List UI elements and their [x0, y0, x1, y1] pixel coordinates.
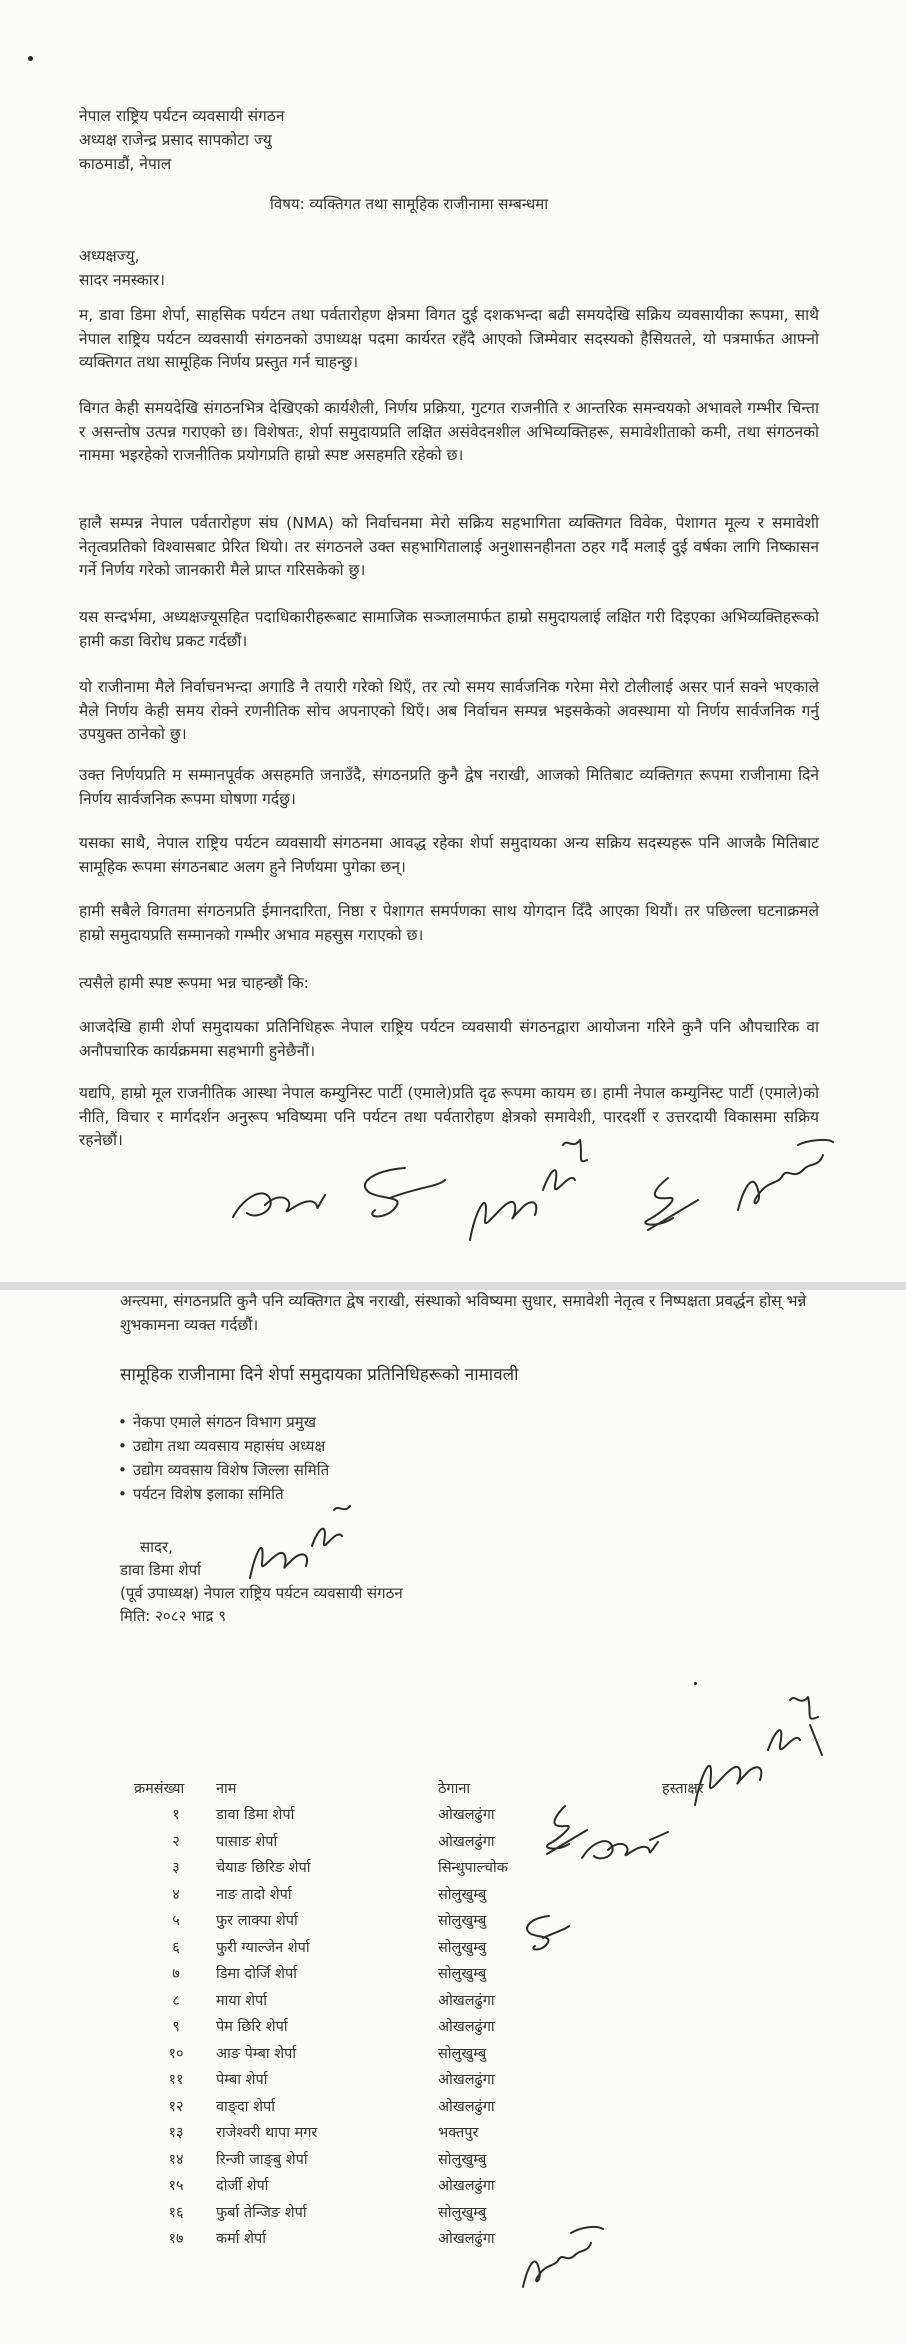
table-row: [126, 1831, 766, 1858]
recipient-person: अध्यक्ष राजेन्द्र प्रसाद सापकोटा ज्यु: [79, 131, 272, 149]
header-signature: हस्ताक्षर: [662, 1781, 704, 1797]
row-address: ओखलढुंगा: [438, 2231, 495, 2247]
recipient-organization: नेपाल राष्ट्रिय पर्यटन व्यवसायी संगठन: [79, 107, 285, 125]
signature-4: [628, 1170, 708, 1240]
row-address: ओखलढुंगा: [438, 2178, 495, 2194]
row-serial: ८: [172, 1992, 180, 2009]
paragraph-timing: यो राजीनामा मैले निर्वाचनभन्दा अगाडि नै तयारी गरेको थिएँ, तर त्यो समय सार्वजनिक गरेमा मेरो टोलीलाई असर पार्न सक्ने भएकाले मैले निर्णय केही समय रोक्ने रणनीतिक सोच अपनाएको थिएँ। अब निर्वाचन सम्पन्न भइसकेको अवस्थामा यो निर्णय सार्वजनिक गर्नु उपयुक्त ठानेको छु।: [79, 678, 819, 743]
row-name: फुरी ग्याल्जेन शेर्पा: [216, 1939, 310, 1956]
positions-list: [118, 1410, 329, 1506]
row-address: सोलुखुम्बु: [438, 2151, 487, 2168]
closing-signature: [240, 1498, 360, 1588]
row-serial: ५: [172, 1913, 180, 1929]
row-name: राजेश्वरी थापा मगर: [216, 2125, 318, 2141]
row-serial: १७: [168, 2231, 184, 2247]
scan-mark: [28, 56, 33, 61]
row-address: ओखलढुंगा: [438, 2072, 495, 2088]
table-row: [126, 1990, 766, 2017]
table-row: [126, 2096, 766, 2123]
paragraph-boycott: आजदेखि हामी शेर्पा समुदायका प्रतिनिधिहरू नेपाल राष्ट्रिय पर्यटन व्यवसायी संगठनद्वारा आयोजना गरिने कुनै पनि औपचारिक वा अनौपचारिक कार्यक्रममा सहभागी हुनेछैनौं।: [79, 1018, 819, 1060]
salutation: अध्यक्षज्यु,: [79, 247, 140, 265]
row-address: सोलुखुम्बु: [438, 1886, 487, 1903]
paragraph-statement: त्यसैले हामी स्पष्ट रूपमा भन्न चाहन्छौं कि:: [79, 974, 309, 992]
row-address: सोलुखुम्बु: [438, 1939, 487, 1956]
row-address: ओखलढुंगा: [438, 2098, 495, 2115]
table-row: [126, 2175, 766, 2202]
row-address: ओखलढुंगा: [438, 1833, 495, 1850]
row-name: माया शेर्पा: [216, 1992, 268, 2009]
header-serial: क्रमसंख्या: [134, 1781, 185, 1797]
list-item: • उद्योग व्यवसाय विशेष जिल्ला समिति: [118, 1458, 329, 1482]
signature-3: [455, 1130, 595, 1255]
paragraph-contribution: हामी सबैले विगतमा संगठनप्रति ईमानदारिता, निष्ठा र पेशागत समर्पणका साथ योगदान दिँदै आएका थियौं। तर पछिल्ला घटनाक्रमले हाम्रो समुदायप्रति सम्मानको गम्भीर अभाव महसुस गराएको छ।: [79, 902, 819, 944]
paragraph-concerns: विगत केही समयदेखि संगठनभित्र देखिएको कार्यशैली, निर्णय प्रक्रिया, गुटगत राजनीति र आन्तरिक समन्वयको अभावले गम्भीर चिन्ता र असन्तोष उत्पन्न गराएको छ। विशेषतः, शेर्पा समुदायप्रति लक्षित असंवेदनशील अभिव्यक्तिहरू, समावेशीताको कमी, तथा संगठनको नाममा भइरहेको राजनीतिक प्रयोगप्रति हाम्रो स्पष्ट असहमति रहेको छ।: [79, 399, 819, 464]
row-name: दोर्जी शेर्पा: [216, 2178, 269, 2194]
row-serial: १५: [168, 2178, 184, 2194]
table-row: [126, 2043, 766, 2070]
final-paragraph: अन्त्यमा, संगठनप्रति कुनै पनि व्यक्तिगत द्वेष नराखी, संस्थाको भविष्यमा सुधार, समावेशी नेतृत्व र निष्पक्षता प्रवर्द्धन होस् भन्ने शुभकामना व्यक्त गर्दछौं।: [120, 1292, 807, 1334]
closing-designation: (पूर्व उपाध्यक्ष) नेपाल राष्ट्रिय पर्यटन व्यवसायी संगठन: [120, 1584, 403, 1602]
page-separator: [0, 1282, 906, 1290]
row-serial: २: [172, 1833, 180, 1850]
row-serial: १०: [168, 2045, 184, 2062]
signatories-heading: सामूहिक राजीनामा दिने शेर्पा समुदायका प्रतिनिधिहरूको नामावली: [120, 1365, 519, 1385]
paragraph-intro: म, डावा डिमा शेर्पा, साहसिक पर्यटन तथा पर्वतारोहण क्षेत्रमा विगत दुई दशकभन्दा बढी समयदेखि सक्रिय व्यवसायीका रूपमा, साथै नेपाल राष्ट्रिय पर्यटन व्यवसायी संगठनको उपाध्यक्ष पदमा कार्यरत रहँदै आएको जिम्मेवार सदस्यको हैसियतले, यो पत्रमार्फत आफ्नो व्यक्तिगत तथा सामूहिक निर्णय प्रस्तुत गर्न चाहन्छु।: [79, 306, 819, 371]
row-name: फुर लाक्पा शेर्पा: [216, 1913, 298, 1929]
row-address: भक्तपुर: [438, 2125, 479, 2141]
paragraph-protest: यस सन्दर्भमा, अध्यक्षज्यूसहित पदाधिकारीहरूबाट सामाजिक सञ्जालमार्फत हाम्रो समुदायलाई लक्षित गरी दिइएका अभिव्यक्तिहरूको हामी कडा विरोध प्रकट गर्दछौं।: [79, 608, 819, 650]
row-address: ओखलढुंगा: [438, 1992, 495, 2009]
paragraph-political: यद्यपि, हाम्रो मूल राजनीतिक आस्था नेपाल कम्युनिस्ट पार्टी (एमाले)प्रति दृढ रूपमा कायम छ। हामी नेपाल कम्युनिस्ट पार्टी (एमाले)को नीति, विचार र मार्गदर्शन अनुरूप भविष्यमा पनि पर्यटन तथा पर्वतारोहण क्षेत्रको समावेशी, पारदर्शी र उत्तरदायी विकासमा सक्रिय रहनेछौं।: [79, 1084, 819, 1149]
header-address: ठेगाना: [438, 1781, 471, 1797]
table-row: [126, 2149, 766, 2176]
row-name: चेयाङ छिरिङ शेर्पा: [216, 1860, 311, 1876]
table-row: [126, 2228, 766, 2255]
row-serial: १: [172, 1807, 180, 1823]
row-serial: ६: [172, 1939, 180, 1956]
signature-2: [345, 1158, 455, 1238]
recipient-city: काठमाडौं, नेपाल: [79, 155, 172, 173]
row-name: डावा डिमा शेर्पा: [216, 1807, 295, 1823]
row-name: आङ पेम्बा शेर्पा: [216, 2045, 297, 2062]
row-serial: १४: [168, 2151, 184, 2168]
table-row: [126, 1910, 766, 1937]
row-name: फुर्बा तेन्जिङ शेर्पा: [216, 2204, 307, 2221]
list-item: • नेकपा एमाले संगठन विभाग प्रमुख: [118, 1410, 329, 1434]
row-address: ओखलढुंगा: [438, 1807, 495, 1823]
row-address: ओखलढुंगा: [438, 2019, 495, 2035]
row-serial: १२: [168, 2098, 184, 2115]
row-name: नाङ तादो शेर्पा: [216, 1886, 292, 1903]
table-row: [126, 2016, 766, 2043]
row-address: सोलुखुम्बु: [438, 1913, 487, 1929]
row-name: पेम छिरि शेर्पा: [216, 2019, 288, 2035]
row-serial: ११: [168, 2072, 184, 2088]
signature-5: [728, 1130, 838, 1220]
table-row: [126, 1963, 766, 1990]
greeting-block: [79, 244, 165, 292]
signatories-table: [126, 1778, 766, 2255]
table-header: [126, 1778, 766, 1804]
row-name: वाङ्दा शेर्पा: [216, 2098, 275, 2115]
table-row: [126, 2069, 766, 2096]
header-name: नाम: [216, 1781, 237, 1797]
row-address: सिन्धुपाल्चोक: [438, 1860, 508, 1876]
row-serial: १६: [168, 2204, 184, 2221]
recipient-address: [79, 104, 284, 176]
row-address: सोलुखुम्बु: [438, 1966, 487, 1982]
row-serial: ७: [172, 1966, 180, 1982]
closing-name: डावा डिमा शेर्पा: [120, 1561, 202, 1579]
paragraph-resignation: उक्त निर्णयप्रति म सम्मानपूर्वक असहमति जनाउँदै, संगठनप्रति कुनै द्वेष नराखी, आजको मितिबाट व्यक्तिगत रूपमा राजीनामा दिने निर्णय सार्वजनिक रूपमा घोषणा गर्दछु।: [79, 766, 819, 808]
row-serial: ९: [172, 2019, 180, 2035]
row-address: सोलुखुम्बु: [438, 2204, 487, 2221]
paragraph-nma-election: हालै सम्पन्न नेपाल पर्वतारोहण संघ (NMA) को निर्वाचनमा मेरो सक्रिय सहभागिता व्यक्तिगत विवेक, पेशागत मूल्य र समावेशी नेतृत्वप्रतिको विश्वासबाट प्रेरित थियो। तर संगठनले उक्त सहभागितालाई अनुशासनहीनता ठहर गर्दै मलाई दुई वर्षका लागि निष्कासन गर्ने निर्णय गरेको जानकारी मैले प्राप्त गरिसकेको छु।: [79, 514, 819, 579]
table-row: [126, 1937, 766, 1964]
letter-subject: विषय: व्यक्तिगत तथा सामूहिक राजीनामा सम्बन्धमा: [270, 195, 549, 213]
closing-date: मिति: २०८२ भाद्र ९: [120, 1607, 227, 1625]
signature-1: [225, 1165, 335, 1235]
letter-page-2: [0, 1290, 906, 2343]
row-name: रिन्जी जाङ्बु शेर्पा: [216, 2151, 308, 2168]
row-name: पासाङ शेर्पा: [216, 1833, 278, 1850]
list-item: • उद्योग तथा व्यवसाय महासंघ अध्यक्ष: [118, 1434, 329, 1458]
table-row: [126, 1804, 766, 1831]
closing-regards: सादर,: [140, 1538, 173, 1556]
row-serial: ३: [172, 1860, 180, 1876]
row-serial: १३: [168, 2125, 184, 2141]
table-row: [126, 1884, 766, 1911]
table-row: [126, 2202, 766, 2229]
row-name: कर्मा शेर्पा: [216, 2231, 267, 2247]
row-address: सोलुखुम्बु: [438, 2045, 487, 2062]
paragraph-collective: यसका साथै, नेपाल राष्ट्रिय पर्यटन व्यवसायी संगठनमा आवद्ध रहेका शेर्पा समुदायका अन्य सक्रिय सदस्यहरू पनि आजकै मितिबाट सामूहिक रूपमा संगठनबाट अलग हुने निर्णयमा पुगेका छन्।: [79, 834, 819, 876]
row-name: पेम्बा शेर्पा: [216, 2072, 268, 2088]
table-row: [126, 2122, 766, 2149]
row-serial: ४: [172, 1886, 180, 1903]
row-name: डिमा दोर्जि शेर्पा: [216, 1966, 297, 1982]
table-row: [126, 1857, 766, 1884]
greeting: सादर नमस्कार।: [79, 271, 166, 289]
list-item: • पर्यटन विशेष इलाका समिति: [118, 1482, 329, 1506]
